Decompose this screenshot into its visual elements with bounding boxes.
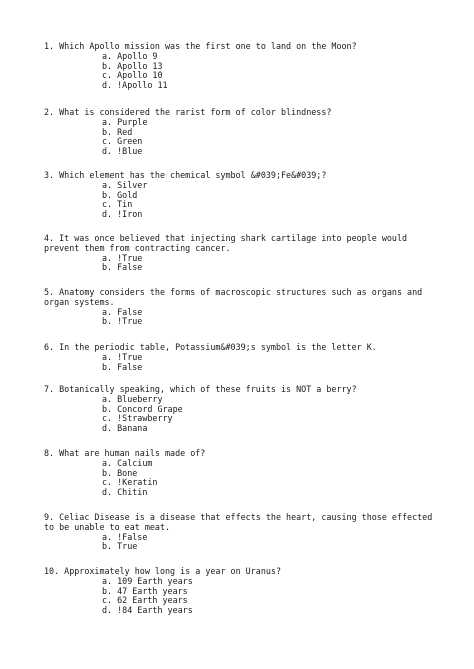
- answer-option: d. Chitin: [102, 486, 148, 497]
- answer-option: b. 47 Earth years: [102, 585, 188, 596]
- answer-option: c. !Keratin: [102, 477, 158, 488]
- answer-options: [44, 181, 434, 219]
- question-text: 2. What is considered the rarist form of color blindness?: [44, 107, 332, 117]
- answer-option: d. !Iron: [102, 208, 143, 219]
- question-text: 10. Approximately how long is a year on Uranus?: [44, 566, 281, 576]
- answer-option: c. Tin: [102, 199, 133, 210]
- answer-option: a. 109 Earth years: [102, 576, 193, 587]
- question-4: [44, 234, 434, 273]
- question-text: 6. In the periodic table, Potassium&#039;s symbol is the letter K.: [44, 342, 377, 352]
- answer-options: [44, 533, 434, 552]
- question-9: [44, 513, 434, 552]
- question-6: [44, 343, 434, 372]
- answer-option: b. Gold: [102, 189, 138, 200]
- question-text: 8. What are human nails made of?: [44, 448, 206, 458]
- question-text: 9. Celiac Disease is a disease that effects the heart, causing those effected to be unable to eat meat.: [44, 512, 433, 532]
- answer-option: b. !True: [102, 316, 143, 327]
- answer-option: b. Red: [102, 126, 133, 137]
- answer-option: b. Apollo 13: [102, 60, 163, 71]
- answer-option: b. True: [102, 541, 138, 552]
- answer-option: d. !84 Earth years: [102, 604, 193, 615]
- answer-option: c. 62 Earth years: [102, 595, 188, 606]
- answer-option: b. False: [102, 262, 143, 273]
- answer-options: [44, 52, 434, 90]
- answer-options: [44, 118, 434, 156]
- answer-options: [44, 577, 434, 615]
- answer-option: a. Calcium: [102, 458, 153, 469]
- answer-options: [44, 353, 434, 372]
- answer-option: d. !Apollo 11: [102, 79, 168, 90]
- question-3: [44, 171, 434, 219]
- answer-option: a. Apollo 9: [102, 51, 158, 62]
- question-text: 1. Which Apollo mission was the first one to land on the Moon?: [44, 41, 357, 51]
- answer-option: c. Apollo 10: [102, 70, 163, 81]
- answer-option: c. !Strawberry: [102, 413, 173, 424]
- question-text: 4. It was once believed that injecting shark cartilage into people would prevent them from contracting cancer.: [44, 233, 408, 253]
- answer-options: [44, 308, 434, 327]
- answer-options: [44, 395, 434, 433]
- answer-option: c. Green: [102, 136, 143, 147]
- answer-option: b. Concord Grape: [102, 403, 183, 414]
- answer-option: a. !True: [102, 252, 143, 263]
- answer-options: [44, 459, 434, 497]
- question-2: [44, 108, 434, 156]
- answer-option: a. False: [102, 306, 143, 317]
- question-1: [44, 42, 434, 90]
- answer-option: a. Silver: [102, 180, 148, 191]
- question-text: 7. Botanically speaking, which of these fruits is NOT a berry?: [44, 384, 357, 394]
- answer-options: [44, 254, 434, 273]
- question-text: 3. Which element has the chemical symbol &#039;Fe&#039;?: [44, 170, 327, 180]
- answer-option: a. !True: [102, 352, 143, 363]
- answer-option: b. False: [102, 361, 143, 372]
- answer-option: a. Purple: [102, 117, 148, 128]
- question-text: 5. Anatomy considers the forms of macroscopic structures such as organs and organ systems.: [44, 287, 423, 307]
- answer-option: a. !False: [102, 531, 148, 542]
- question-10: [44, 567, 434, 615]
- answer-option: d. Banana: [102, 422, 148, 433]
- question-8: [44, 449, 434, 497]
- answer-option: b. Bone: [102, 467, 138, 478]
- answer-option: d. !Blue: [102, 145, 143, 156]
- answer-option: a. Blueberry: [102, 394, 163, 405]
- question-7: [44, 385, 434, 433]
- question-5: [44, 288, 434, 327]
